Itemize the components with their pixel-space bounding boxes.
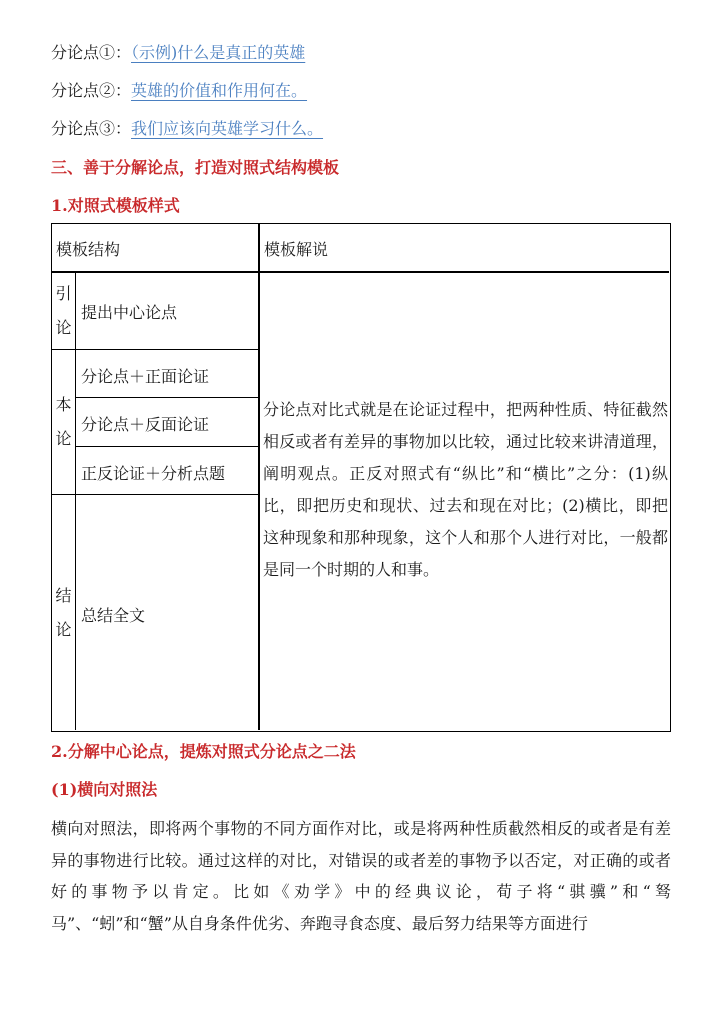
sub-point-label: 分论点①：	[51, 43, 132, 62]
section-heading: 三、善于分解论点，打造对照式结构模板	[51, 158, 340, 177]
table-row: 提出中心论点	[81, 303, 178, 322]
template-table	[51, 223, 671, 732]
sub-point-1	[51, 42, 305, 64]
subsection-heading: 2.分解中心论点，提炼对照式分论点之二法	[51, 742, 356, 761]
table-row: 分论点＋正面论证	[81, 367, 210, 386]
sub-point-3	[51, 118, 323, 140]
sub-point-answer: 英雄的价值和作用何在。	[131, 81, 308, 100]
sub-point-answer: 我们应该向英雄学习什么。	[131, 119, 324, 138]
table-header-structure: 模板结构	[56, 240, 121, 259]
table-row: 分论点＋反面论证	[81, 415, 210, 434]
sub-point-label: 分论点③：	[51, 119, 132, 138]
subsection-heading: 1.对照式模板样式	[51, 196, 180, 215]
template-explanation: 分论点对比式就是在论证过程中，把两种性质、特征截然相反或者有差异的事物加以比较，通过比较来讲清道理，阐明观点。正反对照式有“纵比”和“横比”之分：(1)纵比，即把历史和现状、过去和现在对比；(2)横比，即把这种现象和那种现象，这个人和那个人进行对比，一般都是同一个时期的人和事。	[263, 400, 668, 579]
sub-point-answer: （示例)什么是真正的英雄	[131, 43, 306, 62]
sub-point-2	[51, 80, 307, 102]
group-label-conclusion: 结 论	[55, 585, 72, 639]
group-label-body: 本 论	[55, 395, 72, 448]
group-label-introduction: 引 论	[55, 283, 72, 337]
table-row: 正反论证＋分析点题	[81, 464, 226, 483]
body-paragraph: 横向对照法，即将两个事物的不同方面作对比，或是将两种性质截然相反的或者是有差异的事物进行比较。通过这样的对比，对错误的或者差的事物予以否定，对正确的或者好的事物予以肯定。比如《劝学》中的经典议论，荀子将“骐骥”和“驽马”、“蚓”和“蟹”从自身条件优劣、奔跑寻食态度、最后努力结果等方面进行	[51, 819, 671, 933]
sub-point-label: 分论点②：	[51, 81, 132, 100]
table-row: 总结全文	[81, 606, 146, 625]
method-heading: (1)横向对照法	[51, 780, 158, 799]
table-header-explanation: 模板解说	[264, 240, 329, 259]
